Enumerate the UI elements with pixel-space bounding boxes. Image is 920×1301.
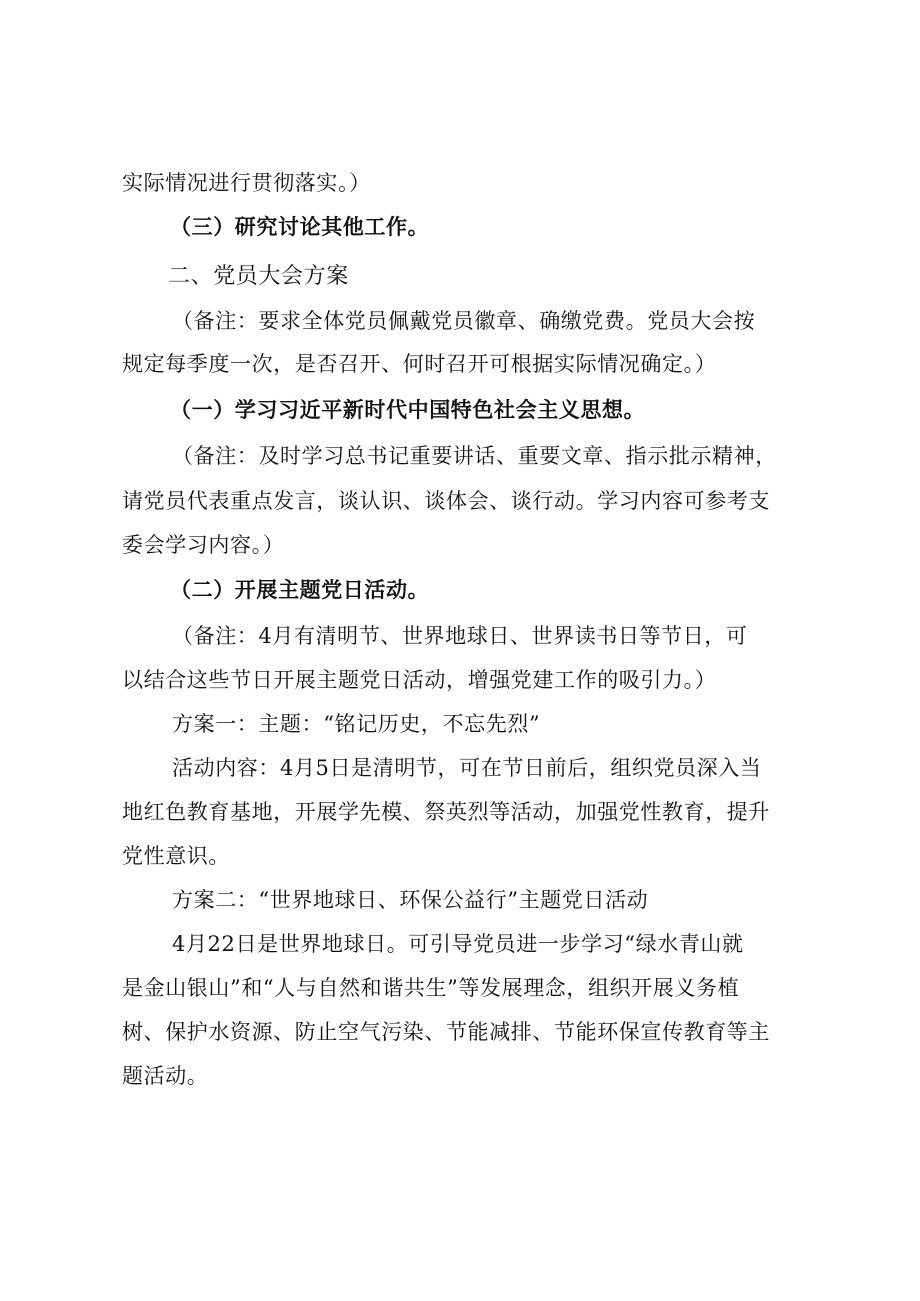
paragraph-line: 树、保护水资源、防止空气污染、节能减排、节能环保宣传教育等主 — [122, 1020, 770, 1044]
paragraph-line: 以结合这些节日开展主题党日活动，增强党建工作的吸引力。） — [122, 668, 717, 692]
paragraph-line: （备注：4月有清明节、世界地球日、世界读书日等节日，可 — [172, 624, 748, 648]
subheading-two: （二）开展主题党日活动。 — [170, 577, 430, 602]
plan-two-title: 方案二：“世界地球日、环保公益行”主题党日活动 — [172, 888, 649, 912]
paragraph-line: 活动内容：4月5日是清明节，可在节日前后，组织党员深入当 — [172, 756, 762, 780]
paragraph-line: （备注：及时学习总书记重要讲话、重要文章、指示批示精神， — [172, 444, 777, 468]
paragraph-line: 4月22日是世界地球日。可引导党员进一步学习“绿水青山就 — [172, 932, 744, 956]
paragraph-line: 地红色教育基地，开展学先模、祭英烈等活动，加强党性教育，提升 — [122, 800, 770, 824]
paragraph-line: 党性意识。 — [122, 844, 230, 868]
paragraph-line: （备注：要求全体党员佩戴党员徽章、确缴党费。党员大会按 — [172, 309, 756, 333]
paragraph-line: 题活动。 — [122, 1064, 209, 1088]
plan-one-title: 方案一：主题：“铭记历史，不忘先烈” — [172, 712, 541, 736]
paragraph-line: 规定每季度一次，是否召开、何时召开可根据实际情况确定。） — [122, 352, 717, 376]
paragraph-line: 是金山银山”和“人与自然和谐共生”等发展理念，组织开展义务植 — [122, 976, 740, 1000]
subheading-one: （一）学习习近平新时代中国特色社会主义思想。 — [170, 397, 646, 422]
subheading-three: （三）研究讨论其他工作。 — [170, 214, 430, 239]
section-heading: 二、党员大会方案 — [168, 264, 349, 289]
paragraph-line: 实际情况进行贯彻落实。） — [122, 171, 371, 195]
paragraph-line: 委会学习内容。） — [122, 533, 285, 557]
paragraph-line: 请党员代表重点发言，谈认识、谈体会、谈行动。学习内容可参考支 — [122, 489, 770, 513]
